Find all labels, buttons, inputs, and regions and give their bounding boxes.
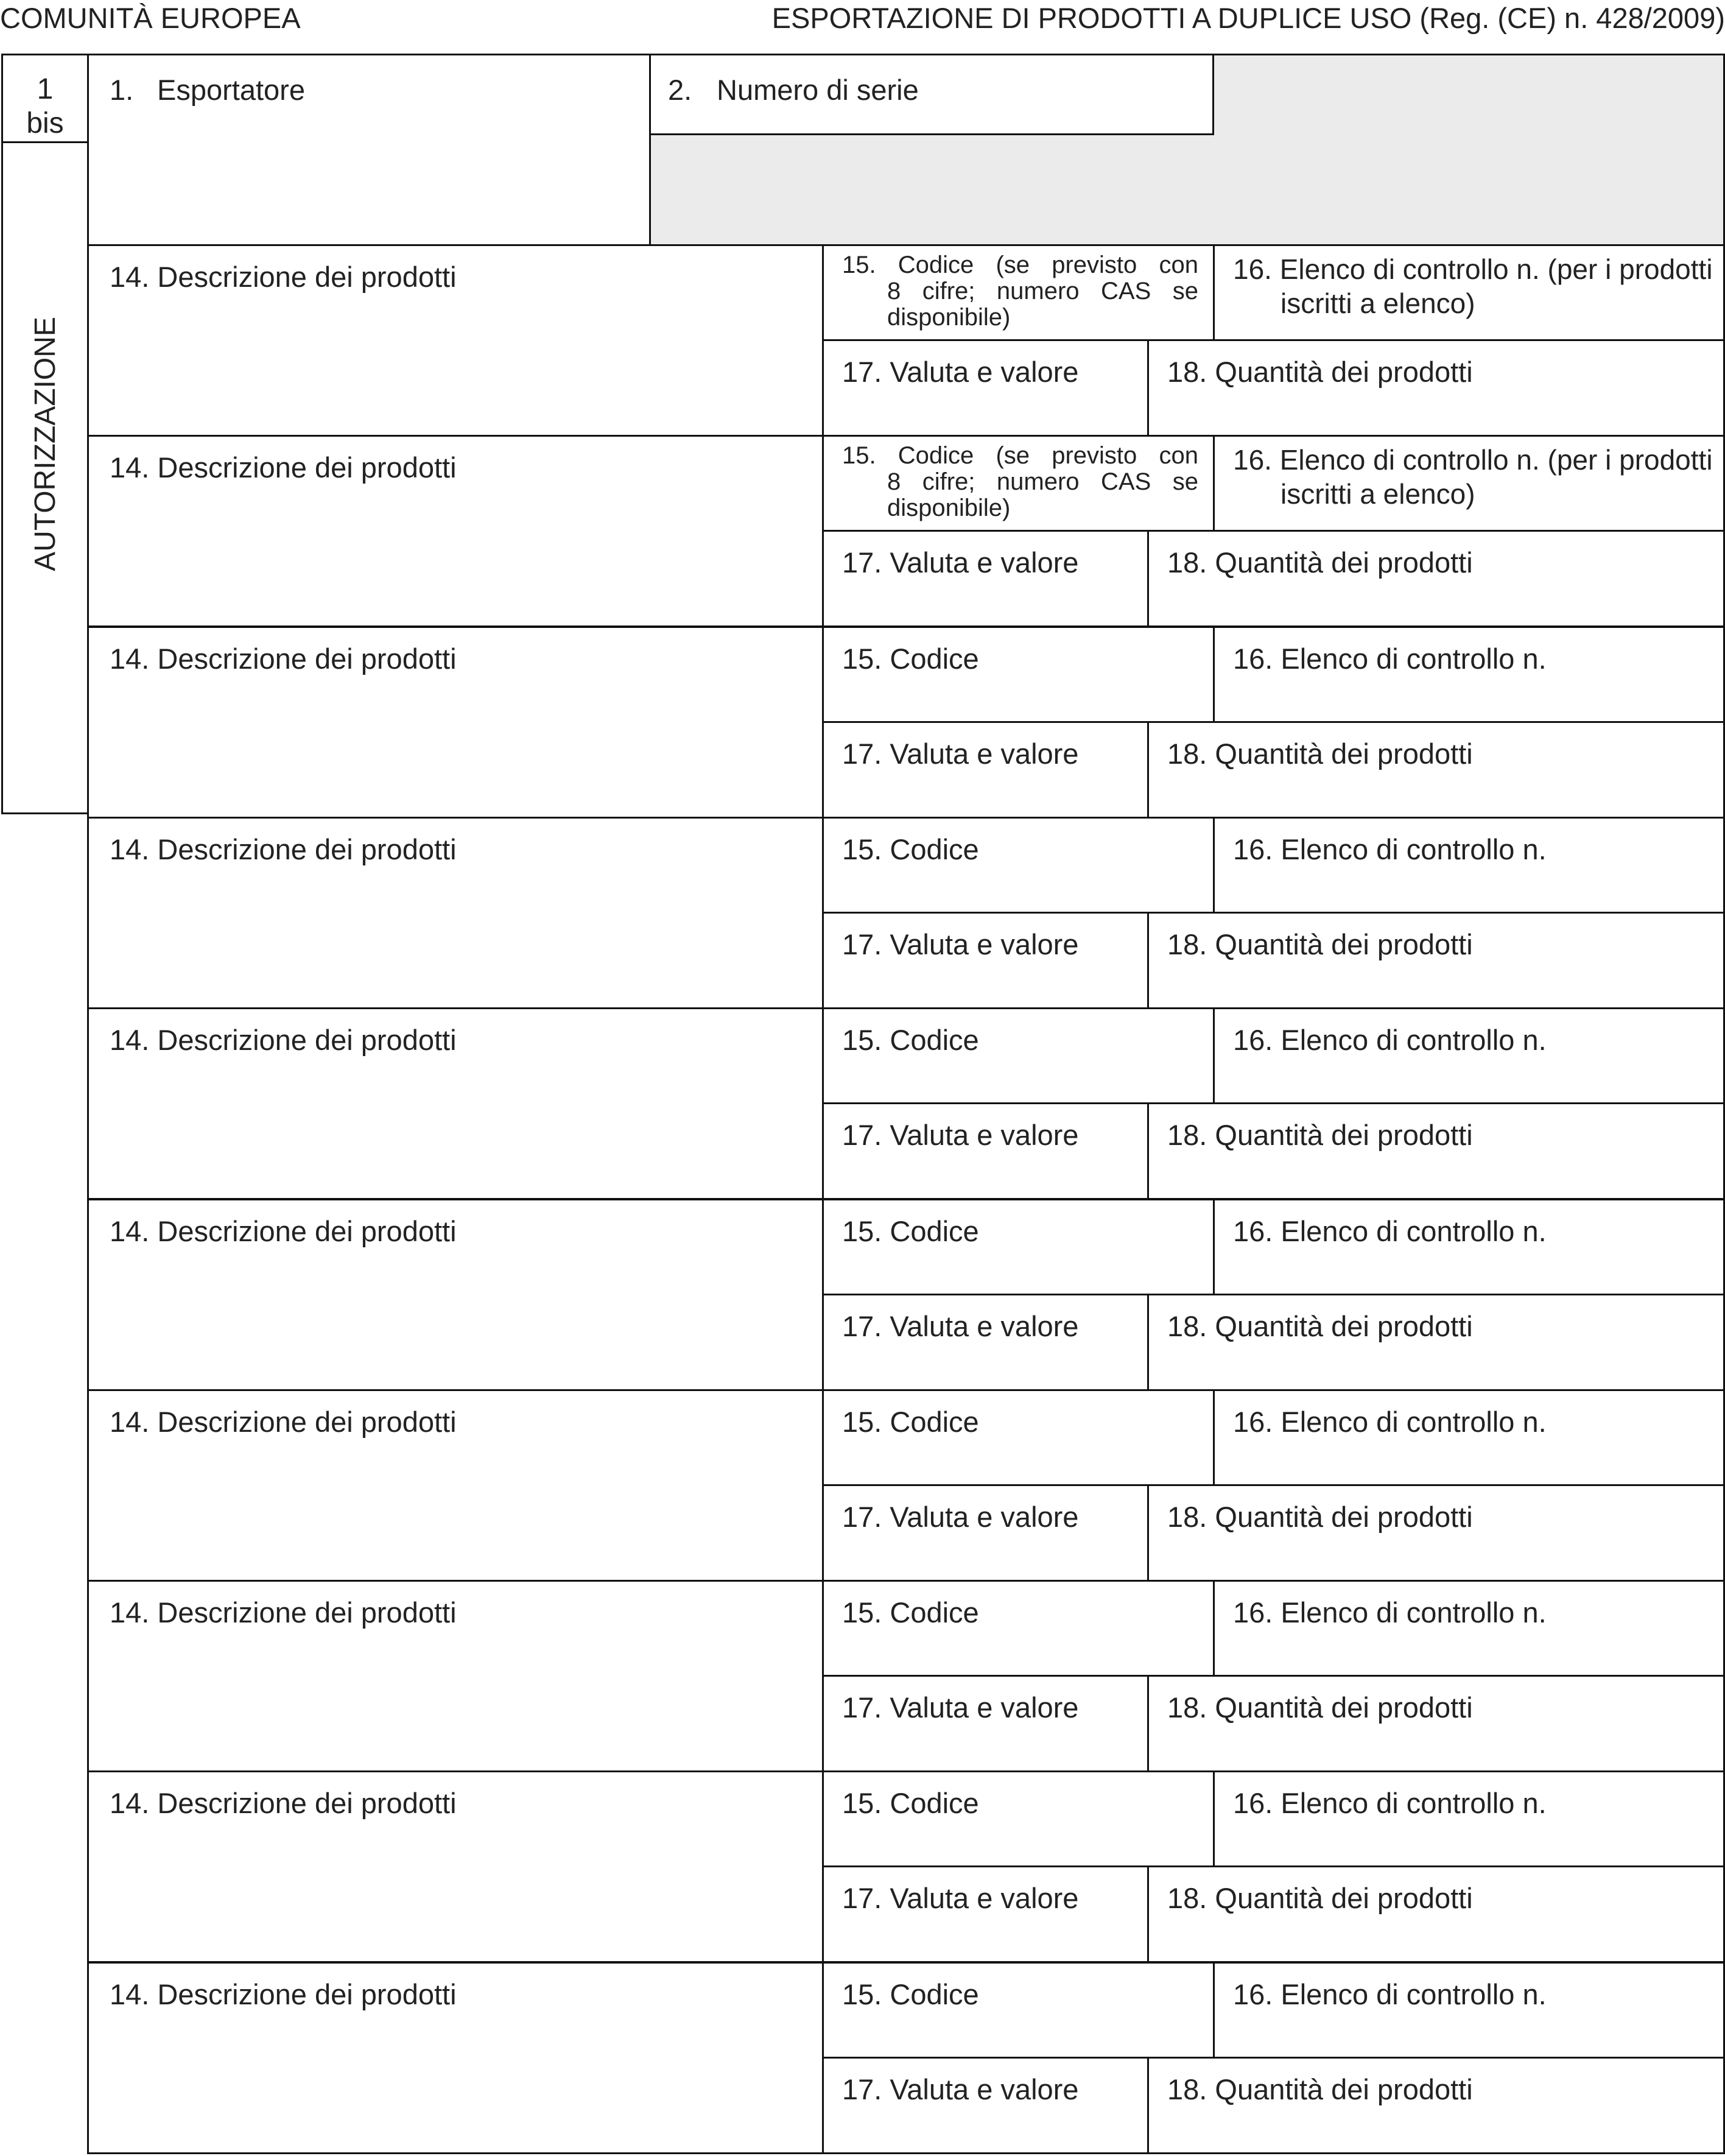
description-field[interactable] [87, 1962, 824, 2154]
currency-value-label: 17. Valuta e valore [842, 1691, 1079, 1724]
currency-value-label: 17. Valuta e valore [842, 1501, 1079, 1533]
description-label: 14. Descrizione dei prodotti [110, 1787, 457, 1819]
item-block [0, 244, 1725, 439]
description-field[interactable] [87, 1007, 824, 1200]
item-block [0, 1962, 1725, 2156]
code-label-word: CAS [1101, 468, 1151, 495]
authorization-label: AUTORIZZAZIONE [29, 317, 61, 571]
description-label: 14. Descrizione dei prodotti [110, 451, 457, 484]
code-field[interactable] [822, 1962, 1215, 2059]
currency-value-label: 17. Valuta e valore [842, 1310, 1079, 1342]
code-label-line-2 [842, 278, 1198, 305]
section-suffix: bis [26, 107, 64, 139]
item-block [0, 435, 1725, 629]
item-block [0, 1580, 1725, 1774]
quantity-label: 18. Quantità dei prodotti [1167, 2073, 1473, 2105]
quantity-field[interactable] [1147, 2057, 1725, 2154]
code-field[interactable] [822, 435, 1215, 532]
currency-value-label: 17. Valuta e valore [842, 738, 1079, 770]
control-list-label: 16. Elenco di controllo n. [1233, 1024, 1547, 1056]
description-field[interactable] [87, 1580, 824, 1772]
quantity-label: 18. Quantità dei prodotti [1167, 1501, 1473, 1533]
control-list-label-long [1233, 443, 1713, 511]
code-label: 15. Codice [842, 1024, 979, 1056]
section-number-cell [1, 54, 89, 143]
code-label-word: 8 [887, 468, 901, 495]
control-list-label: 16. Elenco di controllo n. [1233, 1787, 1547, 1819]
code-label-word: Codice [898, 442, 974, 469]
code-field[interactable] [822, 1770, 1215, 1867]
control-list-field[interactable] [1213, 244, 1725, 341]
code-label-line-3: disponibile) [887, 304, 1011, 331]
description-label: 14. Descrizione dei prodotti [110, 1978, 457, 2010]
currency-value-label: 17. Valuta e valore [842, 356, 1079, 388]
code-field[interactable] [822, 626, 1215, 723]
code-label-word: (se [996, 442, 1030, 469]
code-label-num: 15. [842, 252, 876, 278]
control-list-label: 16. Elenco di controllo n. [1233, 1978, 1547, 2010]
description-field[interactable] [87, 626, 824, 819]
description-field[interactable] [87, 817, 824, 1009]
serial-number-field[interactable] [649, 54, 1214, 135]
exporter-number: 1. [110, 74, 134, 106]
currency-value-field[interactable] [822, 1484, 1149, 1582]
item-block [0, 817, 1725, 1011]
quantity-label: 18. Quantità dei prodotti [1167, 738, 1473, 770]
code-label-word: se [1172, 468, 1198, 495]
description-label: 14. Descrizione dei prodotti [110, 1596, 457, 1629]
quantity-field[interactable] [1147, 1102, 1725, 1200]
code-label-long [842, 252, 1198, 331]
code-label-word: 8 [887, 278, 901, 305]
control-list-label: 16. Elenco di controllo n. [1233, 1406, 1547, 1438]
exporter-field[interactable] [87, 54, 651, 246]
code-label-line-3: disponibile) [887, 495, 1011, 521]
currency-value-field[interactable] [822, 339, 1149, 437]
section-number: 1 [37, 73, 54, 105]
currency-value-field[interactable] [822, 1294, 1149, 1391]
quantity-field[interactable] [1147, 721, 1725, 819]
control-list-field[interactable] [1213, 1770, 1725, 1867]
code-field[interactable] [822, 244, 1215, 341]
currency-value-field[interactable] [822, 721, 1149, 819]
currency-value-label: 17. Valuta e valore [842, 928, 1079, 960]
description-label: 14. Descrizione dei prodotti [110, 1215, 457, 1247]
code-label: 15. Codice [842, 833, 979, 865]
code-label-line-2 [842, 469, 1198, 495]
item-block [0, 1007, 1725, 1202]
code-label: 15. Codice [842, 1215, 979, 1247]
quantity-label: 18. Quantità dei prodotti [1167, 1691, 1473, 1724]
quantity-label: 18. Quantità dei prodotti [1167, 1882, 1473, 1914]
description-field[interactable] [87, 1389, 824, 1582]
currency-value-label: 17. Valuta e valore [842, 1119, 1079, 1151]
description-label: 14. Descrizione dei prodotti [110, 1406, 457, 1438]
header-left: COMUNITÀ EUROPEA [0, 2, 301, 34]
code-field[interactable] [822, 1580, 1215, 1677]
description-label: 14. Descrizione dei prodotti [110, 261, 457, 293]
currency-value-label: 17. Valuta e valore [842, 2073, 1079, 2105]
code-field[interactable] [822, 1389, 1215, 1486]
quantity-field[interactable] [1147, 339, 1725, 437]
control-list-field[interactable] [1213, 435, 1725, 532]
exporter-label: Esportatore [157, 74, 305, 106]
code-label-word: previsto [1052, 252, 1137, 278]
code-label-line-1 [842, 252, 1198, 278]
currency-value-label: 17. Valuta e valore [842, 546, 1079, 579]
currency-value-field[interactable] [822, 1675, 1149, 1772]
code-label-word: con [1159, 442, 1198, 469]
code-label-long [842, 443, 1198, 521]
control-list-field[interactable] [1213, 1199, 1725, 1295]
quantity-label: 18. Quantità dei prodotti [1167, 356, 1473, 388]
quantity-label: 18. Quantità dei prodotti [1167, 1119, 1473, 1151]
quantity-field[interactable] [1147, 912, 1725, 1009]
control-list-label: 16. Elenco di controllo n. [1233, 643, 1547, 675]
code-label: 15. Codice [842, 1978, 979, 2010]
currency-value-field[interactable] [822, 1865, 1149, 1963]
code-label-word: numero [996, 278, 1080, 305]
item-block [0, 1770, 1725, 1965]
control-list-label: 16. Elenco di controllo n. [1233, 1596, 1547, 1629]
code-label-word: con [1159, 252, 1198, 278]
code-label-word: previsto [1052, 442, 1137, 469]
control-list-field[interactable] [1213, 626, 1725, 723]
code-label-word: Codice [898, 252, 974, 278]
currency-value-field[interactable] [822, 530, 1149, 627]
description-field[interactable] [87, 1199, 824, 1391]
item-block [0, 1199, 1725, 1393]
code-label-word: cifre; [922, 468, 975, 495]
control-list-field[interactable] [1213, 1389, 1725, 1486]
control-list-line-1: 16. Elenco di controllo n. (per i prodotti [1233, 253, 1713, 285]
quantity-field[interactable] [1147, 1294, 1725, 1391]
quantity-label: 18. Quantità dei prodotti [1167, 1310, 1473, 1342]
control-list-field[interactable] [1213, 1580, 1725, 1677]
description-field[interactable] [87, 435, 824, 627]
code-label-word: cifre; [922, 278, 975, 305]
code-label-num: 15. [842, 442, 876, 469]
serial-number-label: Numero di serie [717, 74, 919, 106]
control-list-label-long [1233, 252, 1713, 320]
control-list-label: 16. Elenco di controllo n. [1233, 1215, 1547, 1247]
serial-number-number: 2. [668, 74, 692, 106]
description-label: 14. Descrizione dei prodotti [110, 1024, 457, 1056]
quantity-field[interactable] [1147, 1484, 1725, 1582]
code-field[interactable] [822, 1007, 1215, 1104]
quantity-label: 18. Quantità dei prodotti [1167, 546, 1473, 579]
control-list-line-1: 16. Elenco di controllo n. (per i prodotti [1233, 444, 1713, 476]
control-list-label: 16. Elenco di controllo n. [1233, 833, 1547, 865]
code-label: 15. Codice [842, 1406, 979, 1438]
code-label-word: numero [996, 468, 1080, 495]
quantity-field[interactable] [1147, 1865, 1725, 1963]
currency-value-field[interactable] [822, 1102, 1149, 1200]
item-block [0, 1389, 1725, 1584]
code-label-word: (se [996, 252, 1030, 278]
control-list-field[interactable] [1213, 1007, 1725, 1104]
quantity-label: 18. Quantità dei prodotti [1167, 928, 1473, 960]
description-label: 14. Descrizione dei prodotti [110, 833, 457, 865]
description-field[interactable] [87, 1770, 824, 1963]
code-label-word: CAS [1101, 278, 1151, 305]
code-label-word: se [1172, 278, 1198, 305]
currency-value-field[interactable] [822, 912, 1149, 1009]
control-list-line-2: iscritti a elenco) [1281, 478, 1475, 510]
quantity-field[interactable] [1147, 530, 1725, 627]
code-field[interactable] [822, 817, 1215, 914]
code-field[interactable] [822, 1199, 1215, 1295]
description-label: 14. Descrizione dei prodotti [110, 643, 457, 675]
code-label: 15. Codice [842, 643, 979, 675]
control-list-line-2: iscritti a elenco) [1281, 287, 1475, 319]
code-label: 15. Codice [842, 1787, 979, 1819]
control-list-field[interactable] [1213, 1962, 1725, 2059]
header-right: ESPORTAZIONE DI PRODOTTI A DUPLICE USO (Reg. (CE) n. 428/2009) [771, 2, 1725, 34]
code-label-line-1 [842, 443, 1198, 469]
currency-value-field[interactable] [822, 2057, 1149, 2154]
item-block [0, 626, 1725, 820]
control-list-field[interactable] [1213, 817, 1725, 914]
description-field[interactable] [87, 244, 824, 437]
quantity-field[interactable] [1147, 1675, 1725, 1772]
currency-value-label: 17. Valuta e valore [842, 1882, 1079, 1914]
code-label: 15. Codice [842, 1596, 979, 1629]
